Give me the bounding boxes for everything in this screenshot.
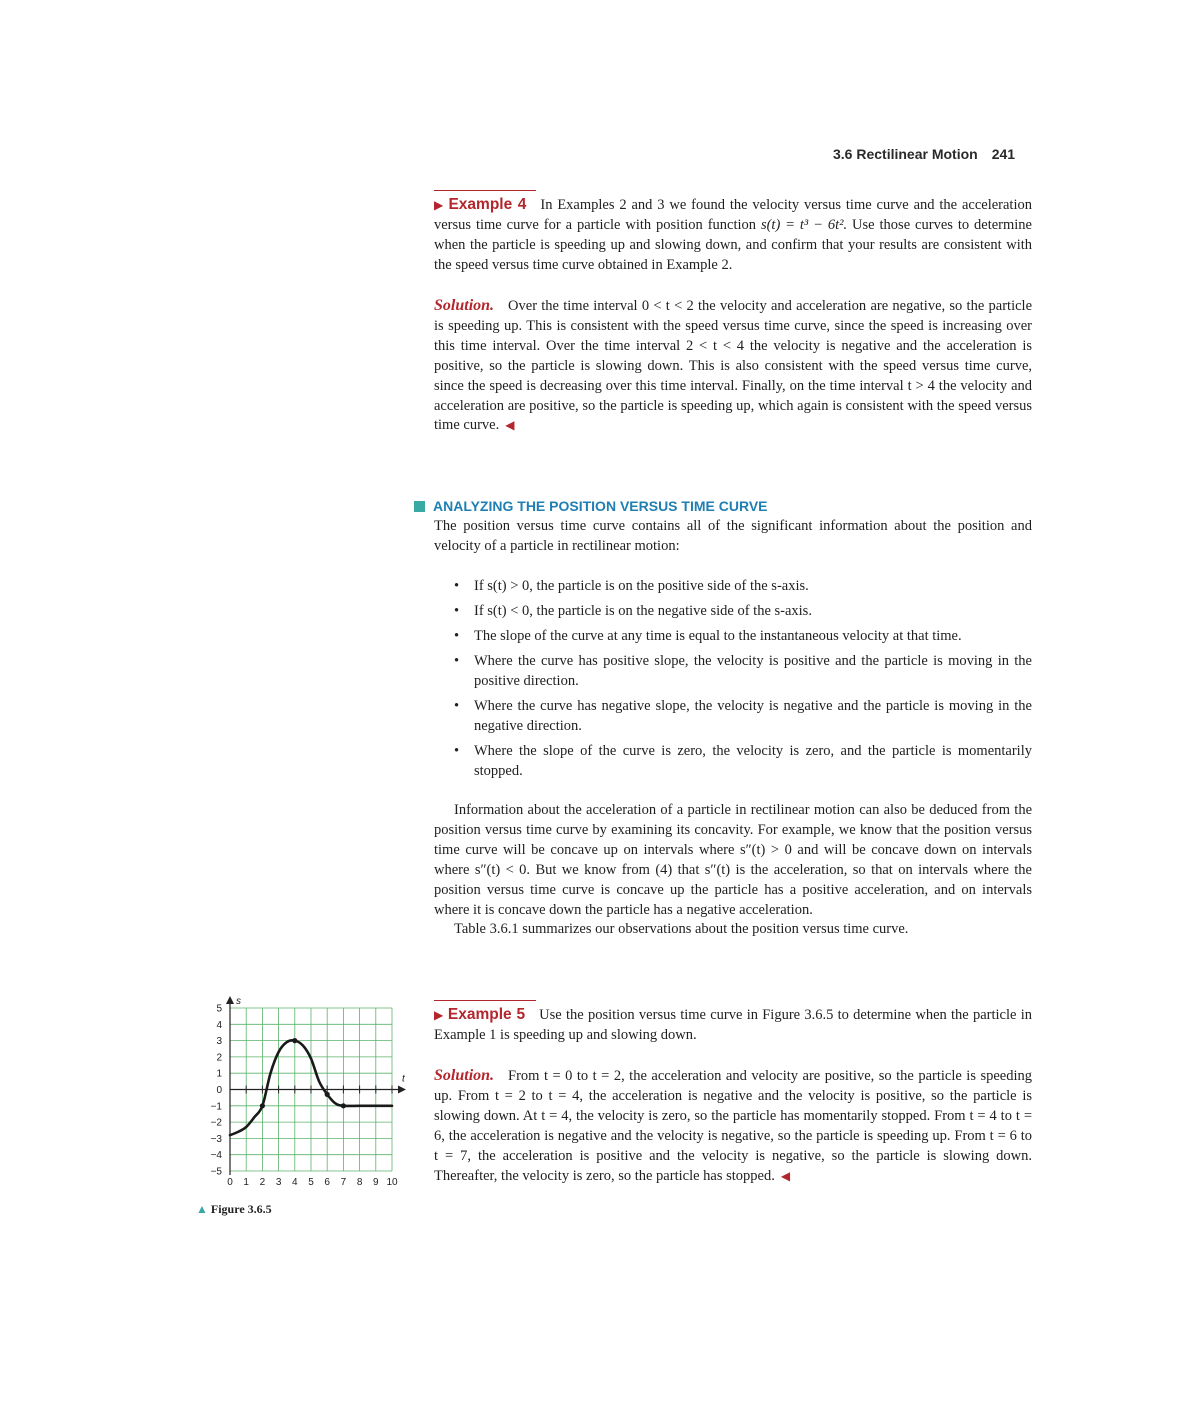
x-tick-label: 4 — [292, 1177, 298, 1188]
solution-text: Over the time interval 0 < t < 2 the velocity and acceleration are negative, so the particle is speeding up. This is consistent with the speed versus time curve, since the speed is increasing over this time interval. Over the time interval 2 < t < 4 the velocity is negative and the acceleration is positive, so the particle is slowing down. This is also consistent with the speed versus time curve, since the speed is decreasing over this time interval. Finally, on the time interval t > 4 the velocity and acceleration are positive, so the particle is speeding up, which again is consistent with the speed versus time curve. — [434, 298, 1032, 434]
intro-text: The position versus time curve contains all of the significant information about the position and velocity of a particle in rectilinear motion: — [434, 518, 1032, 554]
x-tick-label: 7 — [340, 1177, 347, 1188]
table-paragraph: Table 3.6.1 summarizes our observations about the position versus time curve. — [454, 921, 909, 938]
y-axis-arrow-icon — [226, 996, 234, 1004]
example-4-statement — [434, 195, 1032, 276]
section-title: 3.6 Rectilinear Motion — [833, 146, 978, 162]
x-tick-label: 5 — [308, 1177, 314, 1188]
example-5-solution — [434, 1066, 1032, 1186]
concavity-section — [434, 801, 1032, 940]
y-tick-label: 5 — [216, 1003, 222, 1015]
list-item: • Where the slope of the curve is zero, the velocity is zero, and the particle is momentarily stopped. — [434, 742, 1032, 782]
x-tick-label: 2 — [259, 1177, 266, 1188]
y-tick-label: −1 — [210, 1101, 222, 1113]
intro-paragraph — [434, 517, 1032, 557]
y-tick-label: −3 — [210, 1133, 222, 1145]
x-tick-label: 3 — [275, 1177, 282, 1188]
curve-point — [341, 1103, 346, 1108]
list-item: • Where the curve has negative slope, the velocity is negative and the particle is moving in the negative direction. — [434, 697, 1032, 737]
example-5-text: Use the position versus time curve in Figure 3.6.5 to determine when the particle in Example 1 is speeding up and slowing down. — [434, 1007, 1032, 1043]
solution-text: From t = 0 to t = 2, the acceleration and velocity are positive, so the particle is speeding up. From t = 2 to t = 4, the acceleration is negative and the velocity is positive, so the particle is slowing down. At t = 4, the velocity is zero, so the particle has momentarily stopped. From t = 4 to t = 6, the acceleration is negative and the velocity is negative, so the particle is speeding up. From t = 6 to t = 7, the acceleration is positive and the velocity is negative, so the particle is slowing down. Thereafter, the velocity is zero, so the particle has stopped. — [434, 1068, 1032, 1184]
x-tick-label: 10 — [386, 1177, 398, 1188]
page-number: 241 — [991, 146, 1016, 162]
x-tick-label: 1 — [243, 1177, 249, 1188]
x-tick-label: 0 — [227, 1177, 233, 1188]
y-axis-label: s — [236, 996, 241, 1007]
position-time-graph — [190, 994, 415, 1199]
curve-point — [260, 1103, 265, 1108]
list-item: • Where the curve has positive slope, the velocity is positive and the particle is moving in the positive direction. — [434, 652, 1032, 692]
solution-label: Solution. — [434, 297, 495, 314]
example-4 — [434, 190, 1032, 276]
running-head — [833, 146, 1033, 162]
example-4-text: In Examples 2 and 3 we found the velocity versus time curve and the acceleration versus time curve for a particle with position function — [434, 197, 1032, 233]
curve-point — [292, 1038, 297, 1043]
example-rule — [434, 190, 536, 191]
concavity-paragraph: Information about the acceleration of a particle in rectilinear motion can also be deduced from the position versus time curve by examining its concavity. For example, we know that the position versus time curve will be concave up on intervals where s″(t) > 0 and will be concave down on intervals where s″(t) < 0. But we know from (4) that s″(t) is the acceleration, so that on intervals where the position versus time curve is concave up the particle has a positive acceleration, and on intervals where it is concave down the particle has a negative acceleration. — [434, 802, 1032, 918]
x-tick-label: 9 — [373, 1177, 379, 1188]
position-formula: s(t) = t³ − 6t². — [760, 216, 848, 233]
example-4-label: Example 4 — [448, 196, 527, 213]
end-triangle-icon: ◀ — [505, 418, 515, 433]
triangle-up-icon: ▲ — [196, 1202, 208, 1216]
example-5-label: Example 5 — [447, 1006, 526, 1023]
curve-point — [325, 1092, 330, 1097]
x-axis-label: t — [402, 1073, 405, 1085]
triangle-right-icon: ▶ — [434, 1008, 444, 1022]
example-rule — [434, 1000, 536, 1001]
solution-label: Solution. — [434, 1067, 495, 1084]
x-axis-arrow-icon — [398, 1086, 406, 1094]
end-triangle-icon: ◀ — [780, 1168, 791, 1183]
list-item: • If s(t) < 0, the particle is on the negative side of the s-axis. — [434, 602, 1032, 622]
y-tick-label: −4 — [210, 1150, 222, 1162]
section-heading-text: ANALYZING THE POSITION VERSUS TIME CURVE — [433, 498, 768, 514]
y-tick-label: −2 — [210, 1117, 222, 1129]
x-tick-label: 8 — [356, 1177, 363, 1188]
example-5 — [434, 1000, 1032, 1046]
list-item: • If s(t) > 0, the particle is on the positive side of the s-axis. — [434, 577, 1032, 597]
example-4-solution — [434, 296, 1032, 436]
square-bullet-icon — [414, 501, 425, 512]
y-tick-label: 1 — [216, 1068, 222, 1080]
x-tick-label: 6 — [324, 1177, 330, 1188]
section-heading — [414, 498, 768, 514]
y-tick-label: −5 — [210, 1166, 222, 1178]
figure-caption: ▲ Figure 3.6.5 — [196, 1202, 272, 1216]
y-tick-label: 2 — [216, 1052, 222, 1064]
y-tick-label: 3 — [216, 1036, 222, 1048]
list-item: • The slope of the curve at any time is equal to the instantaneous velocity at that time. — [434, 627, 1032, 647]
example-4-text-2: Use those curves to determine when the particle is speeding up and slowing down, and confirm that your results are consistent with the speed versus time curve obtained in Example 2. — [434, 216, 1032, 273]
triangle-right-icon: ▶ — [434, 198, 445, 212]
y-tick-label: 0 — [216, 1085, 222, 1096]
y-tick-label: 4 — [216, 1019, 222, 1031]
bullet-list — [434, 577, 1032, 787]
